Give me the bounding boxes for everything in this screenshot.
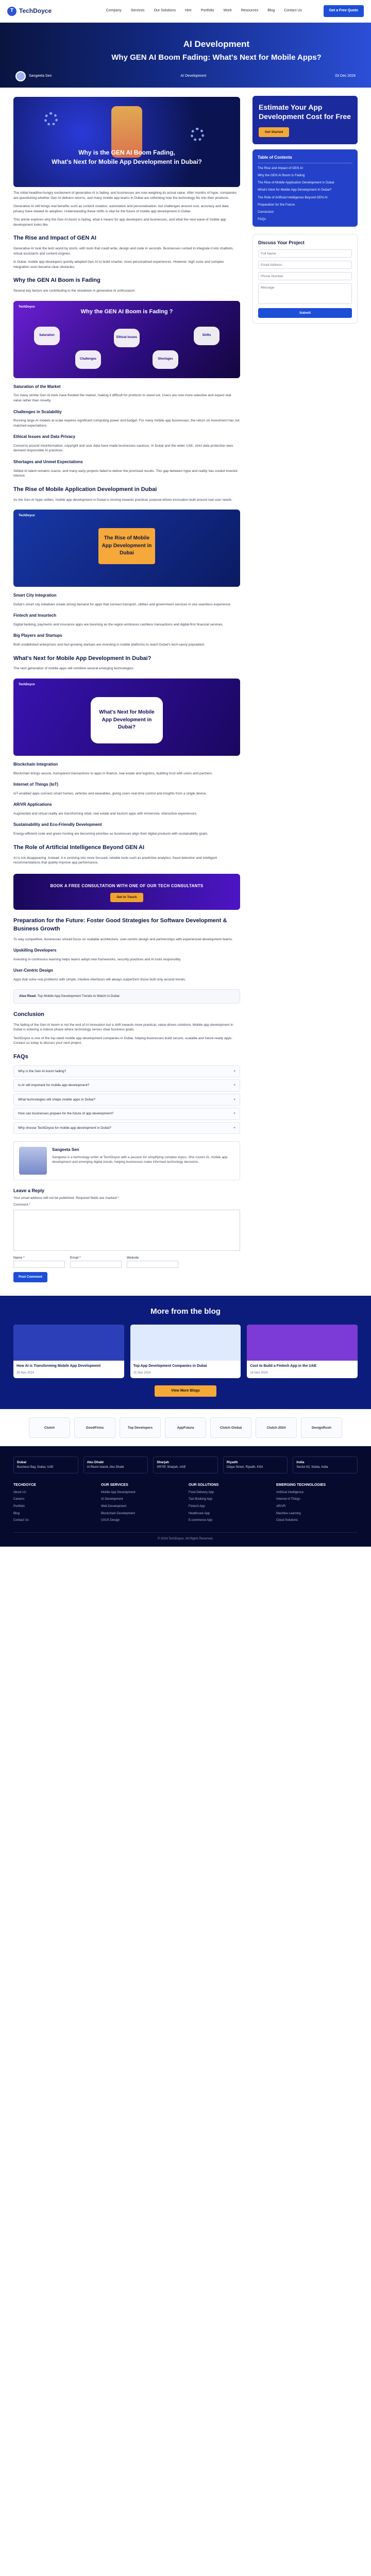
award-badges [0,1409,371,1446]
email-label: Email * [70,1256,81,1260]
footer-link[interactable]: AR/VR [276,1505,286,1509]
infographic-title: What's Next for Mobile App Development in Dubai? [91,697,163,743]
logo-icon: T [7,7,16,16]
footer-link[interactable]: Artificial Intelligence [276,1490,304,1494]
section-heading: What's Next for Mobile App Development In Dubai? [13,655,151,662]
award-badge: Clutch Global [210,1417,251,1438]
subsection-heading: Fintech and Insurtech [13,613,57,618]
office-card: Sharjah SRTIP, Sharjah, UAE [153,1456,218,1473]
faq-item[interactable]: Is AI still important for mobile app development? + [13,1079,240,1091]
infographic-bubble: Shortages [153,350,178,369]
comment-form [13,1188,240,1282]
subsection-paragraph: Skilled AI talent remains scarce, and many early projects failed to deliver the promised results. This gap between hype and reality has cooled investor interest. [13,469,238,478]
subsection-heading: Upskilling Developers [13,948,57,953]
blog-card-date: 28 Nov 2024 [16,1371,35,1375]
footer-link[interactable]: Blog [13,1512,20,1515]
footer-link[interactable]: Blockchain Development [101,1512,136,1515]
subsection-paragraph: Apps that solve real problems with simple, intuitive interfaces will always outperform those built only around trends. [13,977,186,981]
toc-item[interactable]: Conclusion [258,210,274,214]
award-badge: Clutch [29,1417,70,1438]
section-heading: The Rise and Impact of GEN AI [13,235,96,242]
faq-list [13,1065,240,1134]
content-layout [0,88,371,1282]
section-heading: Why the GEN AI Boom is Fading [13,277,100,284]
footer-column: TECHDOYCE About Us Careers Portfolio Blog Contact Us [13,1483,95,1523]
office-card: India Sector 62, Noida, India [293,1456,358,1473]
blog-card-image [130,1325,241,1361]
subsection-paragraph: Digital banking, payments and insurance apps are booming as the region embraces cashless transactions and digital-first financial services. [13,622,224,626]
office-card: Dubai Business Bay, Dubai, UAE [13,1456,78,1473]
footer-link[interactable]: Food Delivery App [189,1490,214,1494]
footer-link[interactable]: Fintech App [189,1505,205,1509]
footer-link[interactable]: Careers [13,1498,25,1501]
award-badge: GoodFirms [74,1417,115,1438]
blog-card-date: 14 Nov 2024 [250,1371,268,1375]
footer-link[interactable]: Web Development [101,1505,127,1509]
faq-heading: FAQs [13,1053,28,1060]
footer-link[interactable]: Mobile App Development [101,1490,136,1494]
nav-company[interactable]: Company [106,9,122,13]
subsection-heading: Big Players and Startups [13,633,62,638]
infographic-logo: TechDoyce [19,514,35,518]
also-read-box[interactable] [13,989,240,1003]
toc-item[interactable]: The Rise and Impact of GEN AI [258,166,303,171]
footer-link[interactable]: Cloud Solutions [276,1519,298,1522]
footer-link[interactable]: Contact Us [13,1519,29,1522]
office-card: Riyadh Olaya Street, Riyadh, KSA [223,1456,288,1473]
website-label: Website [127,1256,139,1260]
comment-label: Comment * [13,1202,30,1207]
article [13,88,240,1282]
subsection-paragraph: Concerns around misinformation, copyright and user data have made businesses cautious. In Dubai and the wider UAE, strict data protection laws demand responsible AI practices. [13,444,233,453]
award-badge: DesignRush [301,1417,342,1438]
section-paragraph: As the Gen AI hype settles, mobile app development in Dubai is moving towards practical, purpose-driven innovation built around real user needs. [13,498,233,502]
footer-column: OUR SERVICES Mobile App Development AI Development Web Development Blockchain Development UI/UX Design [101,1483,182,1523]
nav-services[interactable]: Services [130,9,145,13]
subsection-heading: Smart City Integration [13,593,57,598]
section-paragraph: In Dubai, mobile app developers quickly adopted Gen AI to build smarter, more personalised experiences. However, high costs and complex integration soon became clear obstacles. [13,260,224,269]
subsection-paragraph: Dubai's smart city initiatives create strong demand for apps that connect transport, utilities and government services in one seamless experience. [13,602,231,606]
subsection-paragraph: Both established enterprises and fast-growing startups are investing in mobile platforms to reach Dubai's tech-savvy population. [13,643,206,647]
hero-banner [0,23,371,88]
plus-icon: + [233,1083,235,1088]
gear-icon [191,128,204,141]
nav-resources[interactable]: Resources [241,9,259,13]
subsection-paragraph: Investing in continuous learning helps teams adopt new frameworks, security practices and AI tools responsibly. [13,957,181,961]
blog-card-title[interactable]: Cost to Build a Fintech App in the UAE [250,1364,317,1368]
nav-solutions[interactable]: Our Solutions [154,9,176,13]
toc-item[interactable]: Why the GEN AI Boom is Fading [258,174,305,178]
footer-link[interactable]: Machine Learning [276,1512,301,1515]
office-list [13,1456,358,1473]
subsection-heading: Ethical Issues and Data Privacy [13,434,76,439]
get-started-button[interactable]: Get Started [259,127,289,137]
intro-paragraph: The initial headline-hungry excitement of generative AI is fading, and businesses are now weighing its actual value. After months of hype, companies are questioning whether Gen AI delivers returns, and many mobile app teams in Dubai are rethinking how the technology fits into their products. [13,191,237,200]
email-input[interactable] [70,1261,122,1268]
hero-subtitle: Why GEN AI Boom Fading: What's Next for Mobile Apps? [111,53,322,62]
fading-infographic [13,301,240,378]
infographic-bubble: Challenges [75,350,101,369]
subsection-heading: Challenges in Scalability [13,409,62,414]
table-of-contents [252,149,358,227]
intro-paragraph: Generative AI still brings real benefits such as content creation, automation and personalisation, but challenges around cost, accuracy and data privacy have slowed its adoption. Understanding these shifts is vital for the future of mobile app development in Dubai. [13,205,229,213]
project-form-title: Discuss Your Project [258,240,305,246]
consultation-title: BOOK A FREE CONSULTATION WITH ONE OF OUR TECH CONSULTANTS [50,883,204,888]
footer-link[interactable]: Internet of Things [276,1498,300,1501]
section-paragraph: To stay competitive, businesses should focus on scalable architecture, user-centric design and partnerships with experienced development teams. [13,937,233,941]
nav-hire[interactable]: Hire [184,9,192,13]
footer-link[interactable]: UI/UX Design [101,1519,120,1522]
mobile-dubai-infographic [13,510,240,587]
blog-card-title[interactable]: Top App Development Companies in Dubai [133,1364,207,1368]
also-read-link[interactable]: Top Mobile App Development Trends to Watch in Dubai [37,994,120,998]
faq-item[interactable]: What technologies will shape mobile apps in Dubai? + [13,1094,240,1106]
logo-text: TechDoyce [19,7,52,14]
author-photo [19,1147,47,1175]
subsection-heading: Sustainability and Eco-Friendly Development [13,822,102,827]
toc-item[interactable]: The Role of Artificial Intelligence Beyond GEN AI [258,195,328,199]
name-input[interactable] [13,1261,65,1268]
message-input[interactable] [258,283,352,304]
nav-blog[interactable]: Blog [267,9,275,13]
whats-next-infographic [13,679,240,756]
section-paragraph: The fading of the Gen AI boom is not the end of AI innovation but a shift towards more practical, value-driven solutions. Mobile app development in Dubai is entering a mature phase where technology serves clear business goals. [13,1023,233,1032]
subsection-heading: User-Centric Design [13,968,53,973]
subsection-paragraph: Too many similar Gen AI tools have flooded the market, making it difficult for products to stand out. Users are now more selective and expect real value rather than novelty. [13,394,231,403]
section-paragraph: AI is not disappearing. Instead, it is evolving into more focused, reliable tools such as predictive analytics, fraud detection and intelligent recommendations that quietly improve app performance. [13,856,217,865]
faq-item[interactable]: How can businesses prepare for the future of app development? + [13,1108,240,1120]
blog-grid [13,1325,358,1379]
subsection-paragraph: Augmented and virtual reality are transforming retail, real estate and tourism apps with immersive, interactive experiences. [13,811,197,816]
author-name: Sangeeta Sen [29,74,52,78]
consultation-banner [13,874,240,910]
get-in-touch-button[interactable]: Get In Touch [110,893,143,902]
featured-image-title: Why is the GEN AI Boom Fading, What's Next for Mobile App Development in Dubai? [52,149,202,165]
subsection-paragraph: Blockchain brings secure, transparent transactions to apps in finance, real estate and logistics, building trust with users and partners. [13,771,213,775]
footer-columns [13,1483,358,1523]
site-header [0,0,371,23]
copyright: © 2024 TechDoyce. All Rights Reserved. [13,1532,358,1541]
toc-item[interactable]: Preparation for the Future [258,202,295,207]
subsection-heading: Shortages and Unmet Expectations [13,459,83,464]
site-footer [0,1446,371,1546]
view-more-blogs-button[interactable]: View More Blogs [155,1385,216,1397]
subsection-paragraph: Energy-efficient code and green hosting are becoming priorities as businesses align their digital products with sustainability goals. [13,832,208,836]
plus-icon: + [233,1097,235,1101]
nav-work[interactable]: Work [223,9,232,13]
name-label: Name * [13,1256,25,1260]
infographic-logo: TechDoyce [19,683,35,687]
post-comment-button[interactable]: Post Comment [13,1272,47,1282]
author-box-name[interactable]: Sangeeta Sen [52,1147,79,1152]
blog-card[interactable] [130,1325,241,1379]
estimate-card [252,96,358,144]
plus-icon: + [233,1126,235,1130]
author-avatar [15,71,26,81]
subsection-heading: Internet of Things (IoT) [13,782,59,787]
subsection-heading: Saturation of the Market [13,384,61,389]
estimate-title: Estimate Your App Development Cost for Free [259,103,351,121]
toc-title: Table of Contents [258,155,352,163]
footer-link[interactable]: Portfolio [13,1505,25,1509]
project-form [252,234,358,324]
more-from-blog [0,1296,371,1410]
email-address-input[interactable] [258,261,352,269]
hero-category[interactable]: AI Development [180,74,207,78]
section-heading: Preparation for the Future: Foster Good Strategies for Software Development & Business Growth [13,917,227,932]
section-heading: The Rise of Mobile Application Development in Dubai [13,486,157,493]
infographic-bubble: Shifts [194,327,220,345]
infographic-bubble: Saturation [34,327,60,345]
award-badge: Clutch 2024 [256,1417,297,1438]
hero-author[interactable] [15,71,52,81]
faq-item[interactable]: Why is the Gen AI boom fading? + [13,1065,240,1077]
section-heading: The Role of Artificial Intelligence Beyond GEN AI [13,844,145,851]
subsection-heading: AR/VR Applications [13,802,52,807]
toc-item[interactable]: The Rise of Mobile Application Development in Dubai [258,181,334,185]
comment-note: Your email address will not be published. Required fields are marked * [13,1196,119,1200]
intro-paragraph: This article explores why the Gen AI boom is fading, what it means for app developers and businesses, and what the next wave of mobile app development looks like. [13,218,226,227]
hero-meta [15,71,356,81]
author-box [13,1141,240,1180]
comment-title: Leave a Reply [13,1188,45,1193]
gear-icon [44,112,58,126]
toc-item[interactable]: FAQs [258,217,266,221]
blog-card[interactable] [247,1325,358,1379]
blog-title: More from the blog [150,1307,221,1316]
toc-item[interactable]: What's Next for Mobile App Development In Dubai? [258,188,332,192]
blog-card-image [247,1325,358,1361]
phone-input[interactable] [258,272,352,280]
award-badge: AppFutura [165,1417,206,1438]
footer-link[interactable]: About Us [13,1490,26,1494]
author-box-bio: Sangeeta is a technology writer at TechDoyce with a passion for simplifying complex topics. She covers AI, mobile app development and emerging digital trends, helping businesses make informed technology decisions. [52,1155,228,1164]
footer-column: EMERGING TECHNOLOGIES Artificial Intelligence Internet of Things AR/VR Machine Learning Cloud Solutions [276,1483,358,1523]
nav-portfolio[interactable]: Portfolio [200,9,214,13]
footer-column: OUR SOLUTIONS Food Delivery App Taxi Booking App Fintech App Healthcare App E-commerce App [189,1483,270,1523]
section-paragraph: Generative AI took the tech world by storm, with tools that could write, design and code in seconds. Businesses rushed to integrate it into chatbots, virtual assistants and content engines. [13,247,234,256]
comment-fields [13,1256,240,1268]
featured-image [13,97,240,187]
logo[interactable] [7,7,85,16]
section-paragraph: Several key factors are contributing to the slowdown in generative AI enthusiasm: [13,289,136,293]
section-paragraph: TechDoyce is one of the top-rated mobile app development companies in Dubai, helping businesses build secure, scalable and future-ready apps. Contact us today to discuss your next project. [13,1036,233,1045]
comment-textarea[interactable] [13,1210,240,1251]
footer-link[interactable]: Taxi Booking App [189,1498,213,1501]
hero-date: 03 Dec 2024 [335,74,356,78]
section-paragraph: The next generation of mobile apps will combine several emerging technologies: [13,667,134,671]
plus-icon: + [233,1112,235,1116]
infographic-title: The Rise of Mobile App Development in Dubai [98,528,155,564]
footer-link[interactable]: Healthcare App [189,1512,210,1515]
full-name-input[interactable] [258,249,352,258]
infographic-title: Why the GEN AI Boom is Fading ? [80,308,173,315]
blog-card[interactable] [13,1325,124,1379]
subsection-heading: Blockchain Integration [13,762,58,767]
infographic-bubble: Ethical Issues [114,329,140,347]
footer-link[interactable]: E-commerce App [189,1519,213,1522]
free-quote-button[interactable]: Get a Free Quote [324,5,364,16]
award-badge: Top Developers [120,1417,161,1438]
footer-link[interactable]: AI Development [101,1498,123,1501]
office-card: Abu Dhabi Al Reem Island, Abu Dhabi [83,1456,148,1473]
faq-item[interactable]: Why choose TechDoyce for mobile app development in Dubai? + [13,1122,240,1134]
website-input[interactable] [127,1261,178,1268]
infographic-logo: TechDoyce [19,305,35,309]
section-heading: Conclusion [13,1011,44,1018]
subsection-paragraph: Running large AI models at scale requires significant computing power and budget. For many mobile app businesses, the return on investment has not matched expectations. [13,419,240,428]
project-submit-button[interactable]: Submit [258,308,352,318]
main-nav [85,8,324,13]
nav-contact[interactable]: Contact Us [284,9,302,13]
subsection-paragraph: IoT-enabled apps connect smart homes, vehicles and wearables, giving users real-time control and insights from a single device. [13,791,207,795]
blog-card-image [13,1325,124,1361]
hero-title: AI Development [183,39,250,49]
blog-card-date: 21 Nov 2024 [133,1371,151,1375]
blog-card-title[interactable]: How AI is Transforming Mobile App Development [16,1364,101,1368]
also-read-label: Also Read: [19,994,37,998]
plus-icon: + [233,1069,235,1073]
sidebar [252,88,358,1282]
